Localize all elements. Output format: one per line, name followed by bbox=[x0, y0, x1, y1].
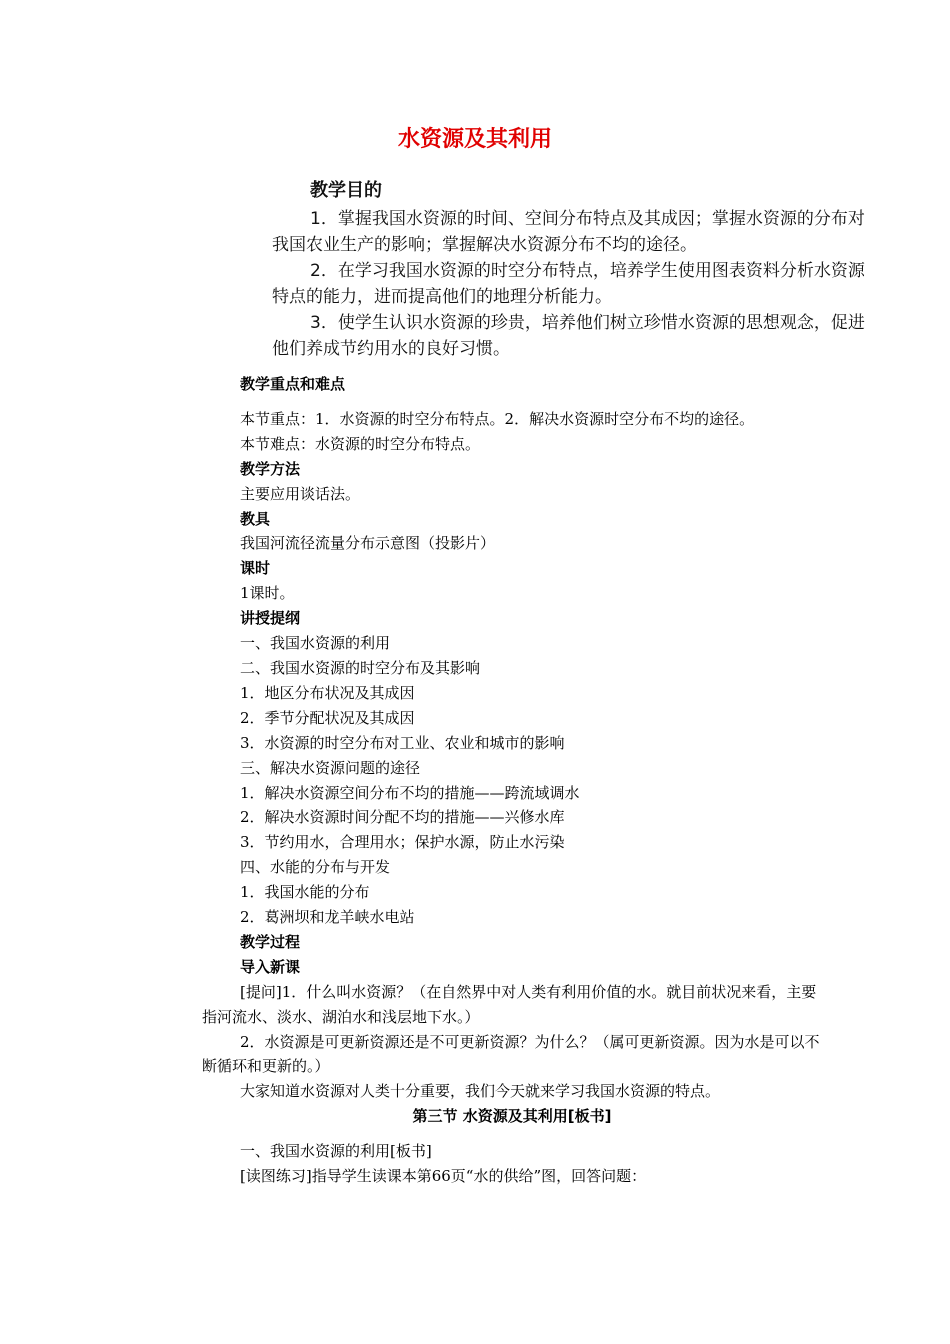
outline-heading: 讲授提纲 bbox=[240, 609, 301, 628]
board-heading: 第三节 水资源及其利用[板书] bbox=[412, 1107, 612, 1126]
question-1: [提问]1．什么叫水资源？（在自然界中对人类有利用价值的水。就目前状况来看，主要指河流水、淡水、湖泊水和浅层地下水。） bbox=[202, 982, 817, 1026]
question-2: 2．水资源是可更新资源还是不可更新资源？为什么？（属可更新资源。因为水是可以不断循环和更新的。） bbox=[202, 1032, 820, 1076]
outline-item: 2．葛洲坝和龙羊峡水电站 bbox=[240, 908, 415, 927]
exercise-text: [读图练习]指导学生读课本第66页“水的供给”图，回答问题： bbox=[240, 1167, 647, 1186]
outline-item: 3．水资源的时空分布对工业、农业和城市的影响 bbox=[240, 733, 565, 752]
objectives-block bbox=[272, 178, 872, 362]
outline-item: 二、我国水资源的时空分布及其影响 bbox=[240, 658, 481, 677]
method-heading: 教学方法 bbox=[240, 459, 301, 478]
transition-text: 大家知道水资源对人类十分重要，我们今天就来学习我国水资源的特点。 bbox=[240, 1082, 721, 1101]
objectives-heading: 教学目的 bbox=[310, 180, 382, 201]
aids-heading: 教具 bbox=[240, 509, 271, 528]
key-points-heading: 教学重点和难点 bbox=[240, 375, 346, 393]
outline-item: 1．解决水资源空间分布不均的措施——跨流域调水 bbox=[240, 783, 580, 802]
document-title: 水资源及其利用 bbox=[397, 127, 552, 152]
outline-item: 3．节约用水，合理用水；保护水源，防止水污染 bbox=[240, 833, 565, 852]
outline-item: 1．地区分布状况及其成因 bbox=[240, 683, 415, 702]
aids-text: 我国河流径流量分布示意图（投影片） bbox=[240, 534, 496, 553]
lesson-body bbox=[202, 372, 822, 1189]
outline-item: 2．解决水资源时间分配不均的措施——兴修水库 bbox=[240, 808, 565, 827]
objective-item: 1．掌握我国水资源的时间、空间分布特点及其成因；掌握水资源的分布对我国农业生产的影响；掌握解决水资源分布不均的途径。 bbox=[272, 209, 865, 255]
hours-heading: 课时 bbox=[240, 559, 271, 578]
intro-heading: 导入新课 bbox=[240, 957, 301, 976]
objective-item: 3．使学生认识水资源的珍贵，培养他们树立珍惜水资源的思想观念，促进他们养成节约用水的良好习惯。 bbox=[272, 313, 865, 359]
process-heading: 教学过程 bbox=[240, 932, 301, 951]
outline-item: 1．我国水能的分布 bbox=[240, 883, 370, 902]
key-points-text: 本节重点：1．水资源的时空分布特点。2．解决水资源时空分布不均的途径。 bbox=[240, 409, 755, 428]
hours-text: 1课时。 bbox=[240, 584, 295, 603]
board-item: 一、我国水资源的利用[板书] bbox=[240, 1142, 432, 1161]
objective-item: 2．在学习我国水资源的时空分布特点，培养学生使用图表资料分析水资源特点的能力，进而提高他们的地理分析能力。 bbox=[272, 261, 865, 307]
method-text: 主要应用谈话法。 bbox=[240, 484, 361, 503]
outline-item: 2．季节分配状况及其成因 bbox=[240, 708, 415, 727]
outline-item: 四、水能的分布与开发 bbox=[240, 858, 391, 877]
outline-item: 三、解决水资源问题的途径 bbox=[240, 758, 421, 777]
outline-item: 一、我国水资源的利用 bbox=[240, 634, 391, 653]
difficulty-text: 本节难点：水资源的时空分布特点。 bbox=[240, 434, 481, 453]
